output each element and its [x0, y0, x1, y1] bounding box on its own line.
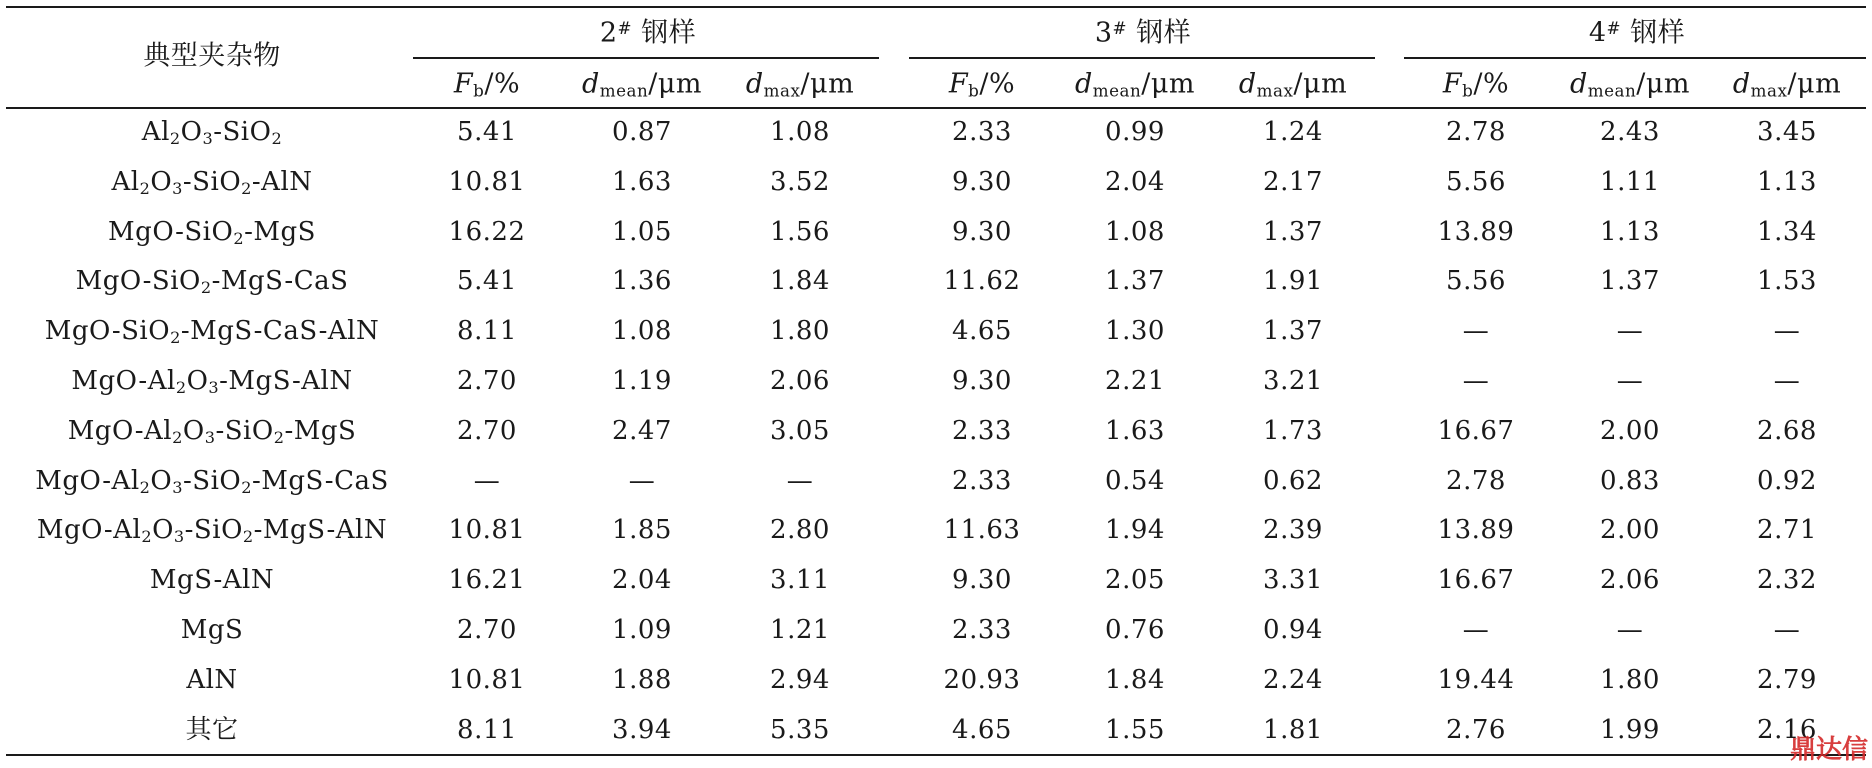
formula-part: O [179, 266, 201, 297]
group-suffix: 钢样 [1621, 17, 1686, 49]
table-cell: 1.56 [770, 216, 830, 247]
table-cell: 5.56 [1446, 166, 1506, 197]
table-cell: 1.37 [1600, 266, 1660, 297]
subcol-unit: /% [979, 68, 1016, 100]
table-cell: 3.52 [770, 166, 830, 197]
table-cell: 8.11 [457, 316, 517, 347]
group-mark: # [1112, 17, 1128, 38]
formula-subscript: 2 [271, 129, 283, 149]
table-cell: 16.67 [1437, 415, 1515, 446]
formula-part: -Si [213, 117, 250, 147]
inclusion-name [75, 266, 349, 298]
subcol-symbol: d [745, 68, 764, 100]
group-number: 4 [1588, 17, 1607, 49]
formula-part: 其它 [185, 714, 239, 745]
inclusion-name [181, 617, 244, 643]
table-cell: 2.76 [1446, 714, 1506, 745]
table-cell: — [1773, 615, 1801, 645]
subcol-header-mean [581, 68, 703, 101]
subcol-unit: /% [484, 68, 521, 100]
formula-subscript: 2 [242, 527, 254, 547]
table-cell: 2.70 [457, 415, 517, 446]
table-cell: 0.87 [612, 117, 672, 147]
table-cell: 2.70 [457, 615, 517, 645]
inclusion-name [111, 166, 313, 198]
formula-part: O [221, 515, 243, 546]
table-cell: 16.22 [448, 216, 526, 247]
subcol-subscript: b [1462, 80, 1474, 101]
table-cell: — [1462, 366, 1490, 396]
table-cell: — [1773, 366, 1801, 396]
table-cell: 2.33 [952, 465, 1012, 496]
table-cell: 1.11 [1600, 166, 1660, 197]
table-cell: — [1773, 316, 1801, 347]
table-cell: 5.41 [457, 266, 517, 297]
formula-subscript: 3 [172, 477, 183, 497]
table-cell: 1.84 [1105, 664, 1165, 695]
formula-subscript: 2 [139, 178, 151, 198]
table-cell: 0.99 [1105, 117, 1165, 147]
table-cell: 8.11 [457, 714, 517, 745]
formula-part: O [219, 465, 242, 496]
formula-subscript: 3 [208, 378, 220, 398]
subcol-unit: /μm [1293, 68, 1348, 100]
formula-part: MgO-Si [75, 266, 180, 297]
group-underline-4 [1404, 57, 1866, 59]
subcol-header-b [453, 68, 521, 101]
formula-part: O [148, 316, 171, 347]
table-cell: 0.54 [1105, 465, 1165, 496]
formula-subscript: 3 [172, 178, 183, 198]
formula-subscript: 3 [204, 427, 216, 447]
subcol-symbol: d [1569, 68, 1588, 100]
table-cell: 10.81 [448, 664, 526, 695]
subcol-header-mean [1074, 68, 1196, 101]
formula-part: -AlN [251, 166, 313, 197]
table-cell: 2.32 [1757, 565, 1817, 596]
table-cell: 2.94 [770, 664, 830, 695]
formula-part: MgO-Al [67, 415, 173, 446]
table-cell: 2.79 [1757, 664, 1817, 695]
table-cell: 0.92 [1757, 465, 1817, 496]
table-cell: 3.11 [770, 565, 830, 596]
table-cell: 1.19 [612, 366, 672, 396]
table-cell: 16.21 [448, 565, 526, 596]
formula-part: -Si [182, 166, 220, 197]
group-mark: # [617, 17, 633, 38]
group-mark: # [1606, 17, 1622, 38]
subcol-header-max [1732, 68, 1842, 101]
inclusion-name [35, 465, 389, 497]
table-cell: 0.76 [1105, 615, 1165, 645]
table-cell: 2.43 [1600, 117, 1660, 147]
formula-subscript: 2 [170, 328, 181, 348]
formula-part: MgO-Al [35, 465, 140, 496]
formula-part: -MgS-AlN [219, 366, 353, 396]
formula-part: O [150, 166, 173, 197]
formula-part: O [182, 415, 205, 446]
table-cell: 2.47 [612, 415, 672, 446]
table-cell: — [1462, 316, 1490, 347]
subcol-symbol: F [1442, 68, 1463, 100]
table-cell: 1.88 [612, 664, 672, 695]
formula-part: -Si [184, 515, 222, 546]
table-cell: 1.30 [1105, 316, 1165, 347]
group-number: 3 [1094, 17, 1113, 49]
subcol-symbol: d [1238, 68, 1257, 100]
table-cell: 9.30 [952, 565, 1012, 596]
table-cell: 3.45 [1757, 117, 1817, 147]
group-suffix: 钢样 [1127, 17, 1192, 49]
table-cell: 20.93 [943, 664, 1021, 695]
formula-part: O [211, 216, 234, 247]
formula-part: O [251, 415, 274, 446]
formula-subscript: 3 [202, 129, 214, 149]
table-cell: 2.80 [770, 515, 830, 546]
table-cell: 1.13 [1757, 166, 1817, 197]
subcol-unit: /μm [648, 68, 703, 100]
subcol-subscript: mean [599, 80, 649, 101]
subcol-subscript: b [968, 80, 980, 101]
table-cell: 1.63 [612, 166, 672, 197]
group-header-4 [1588, 17, 1686, 49]
table-cell: 2.78 [1446, 465, 1506, 496]
table-cell: 2.00 [1600, 515, 1660, 546]
subcol-symbol: F [948, 68, 969, 100]
table-cell: 1.08 [770, 117, 830, 147]
subcol-header-mean [1569, 68, 1691, 101]
header-rule [6, 107, 1866, 109]
subcol-symbol: F [453, 68, 474, 100]
table-cell: 1.81 [1263, 714, 1323, 745]
table-cell: — [786, 465, 814, 496]
table-cell: 2.05 [1105, 565, 1165, 596]
table-cell: 1.94 [1105, 515, 1165, 546]
subcol-header-b [1442, 68, 1510, 101]
table-cell: 2.78 [1446, 117, 1506, 147]
table-cell: 3.31 [1263, 565, 1323, 596]
formula-part: -Si [215, 415, 252, 446]
table-cell: 2.16 [1757, 714, 1817, 745]
subcol-unit: /μm [800, 68, 855, 100]
formula-part: -MgS-CaS [211, 266, 349, 297]
inclusion-name [71, 366, 353, 398]
table-cell: 2.68 [1757, 415, 1817, 446]
table-cell: 1.53 [1757, 266, 1817, 297]
table-cell: 5.56 [1446, 266, 1506, 297]
inclusion-name [186, 664, 238, 695]
table-cell: 1.99 [1600, 714, 1660, 745]
table-cell: 2.33 [952, 415, 1012, 446]
subcol-symbol: d [581, 68, 600, 100]
subcol-header-max [1238, 68, 1348, 101]
table-cell: 2.00 [1600, 415, 1660, 446]
formula-subscript: 2 [233, 228, 245, 248]
formula-subscript: 2 [141, 527, 153, 547]
table-cell: 2.04 [612, 565, 672, 596]
formula-part: O [150, 465, 173, 496]
subcol-header-b [948, 68, 1016, 101]
formula-part: MgO-Si [108, 216, 212, 247]
bottom-rule [6, 754, 1866, 756]
top-rule [6, 6, 1866, 8]
table-cell: 1.80 [770, 316, 830, 347]
table-cell: 1.08 [1105, 216, 1165, 247]
table-cell: 1.80 [1600, 664, 1660, 695]
formula-subscript: 2 [175, 378, 187, 398]
inclusion-name [185, 714, 239, 745]
formula-part: O [249, 117, 272, 147]
table-cell: 1.13 [1600, 216, 1660, 247]
inclusion-name [108, 216, 316, 248]
table-cell: 2.39 [1263, 515, 1323, 546]
formula-part: MgS [180, 615, 244, 645]
table-cell: 1.85 [612, 515, 672, 546]
formula-part: Al [111, 166, 140, 197]
formula-part: MgO-Al [71, 366, 176, 396]
table-cell: 2.70 [457, 366, 517, 396]
watermark-logo: 鼎达信 [1789, 735, 1868, 765]
formula-subscript: 2 [200, 278, 212, 298]
formula-part: -MgS [284, 415, 357, 446]
table-cell: 1.08 [612, 316, 672, 347]
table-cell: 0.83 [1600, 465, 1660, 496]
table-cell: 1.37 [1105, 266, 1165, 297]
subcol-subscript: max [1750, 80, 1788, 101]
table-cell: — [473, 465, 501, 496]
table-cell: 1.55 [1105, 714, 1165, 745]
table-cell: 2.06 [770, 366, 830, 396]
inclusion-name [149, 565, 275, 596]
table-cell: 4.65 [952, 316, 1012, 347]
table-cell: — [1462, 615, 1490, 645]
formula-subscript: 2 [169, 129, 181, 149]
table-cell: — [1616, 316, 1644, 347]
subcol-unit: /μm [1636, 68, 1691, 100]
table-cell: 2.24 [1263, 664, 1323, 695]
inclusion-name [141, 117, 283, 149]
formula-subscript: 3 [173, 527, 185, 547]
subcol-subscript: max [1256, 80, 1294, 101]
table-cell: 2.04 [1105, 166, 1165, 197]
formula-part: -MgS-CaS [251, 465, 389, 496]
subcol-symbol: d [1732, 68, 1751, 100]
formula-part: O [180, 117, 203, 147]
table-cell: 13.89 [1437, 216, 1515, 247]
table-cell: 11.62 [943, 266, 1021, 297]
table-cell: 2.33 [952, 615, 1012, 645]
inclusion-name [44, 316, 380, 348]
table-cell: 1.91 [1263, 266, 1323, 297]
table-cell: 1.09 [612, 615, 672, 645]
formula-part: -MgS-AlN [253, 515, 388, 546]
formula-part: MgO-Al [36, 515, 142, 546]
formula-part: MgO-Si [44, 316, 149, 347]
formula-subscript: 2 [172, 427, 183, 447]
table-cell: 5.41 [457, 117, 517, 147]
group-underline-3 [909, 57, 1375, 59]
group-header-3 [1094, 17, 1192, 49]
inclusion-name [67, 415, 357, 447]
table-cell: 9.30 [952, 166, 1012, 197]
formula-part: O [186, 366, 209, 396]
table-cell: 1.34 [1757, 216, 1817, 247]
subcol-unit: /% [1473, 68, 1510, 100]
table-cell: 9.30 [952, 366, 1012, 396]
subcol-subscript: b [473, 80, 485, 101]
formula-part: Al [141, 117, 170, 147]
table-cell: 2.33 [952, 117, 1012, 147]
table-cell: 5.35 [770, 714, 830, 745]
table-cell: 2.17 [1263, 166, 1323, 197]
row-header-label: 典型夹杂物 [143, 40, 281, 72]
table-cell: 1.21 [770, 615, 830, 645]
subcol-symbol: d [1074, 68, 1093, 100]
table-cell: 2.71 [1757, 515, 1817, 546]
table-cell: 2.21 [1105, 366, 1165, 396]
table-cell: 13.89 [1437, 515, 1515, 546]
formula-part: O [152, 515, 174, 546]
subcol-unit: /μm [1141, 68, 1196, 100]
table-cell: 1.05 [612, 216, 672, 247]
table-cell: 1.37 [1263, 216, 1323, 247]
subcol-unit: /μm [1787, 68, 1842, 100]
formula-part: MgS-AlN [149, 565, 275, 596]
table-cell: 1.37 [1263, 316, 1323, 347]
formula-part: -Si [182, 465, 220, 496]
formula-subscript: 2 [273, 427, 285, 447]
formula-part: -MgS [244, 216, 316, 247]
table-cell: 2.06 [1600, 565, 1660, 596]
table-cell: 10.81 [448, 166, 526, 197]
table-cell: 1.84 [770, 266, 830, 297]
group-underline-2 [413, 57, 879, 59]
formula-subscript: 2 [241, 477, 252, 497]
table-cell: 1.73 [1263, 415, 1323, 446]
table-cell: 4.65 [952, 714, 1012, 745]
table-cell: 3.05 [770, 415, 830, 446]
subcol-header-max [745, 68, 855, 101]
table-cell: 0.94 [1263, 615, 1323, 645]
table-cell: 0.62 [1263, 465, 1323, 496]
table-cell: 19.44 [1437, 664, 1515, 695]
table-cell: 1.24 [1263, 117, 1323, 147]
group-suffix: 钢样 [632, 17, 697, 49]
table-cell: 3.21 [1263, 366, 1323, 396]
formula-subscript: 2 [139, 477, 151, 497]
table-cell: — [628, 465, 656, 496]
formula-part: -MgS-CaS-AlN [180, 316, 380, 347]
subcol-subscript: max [763, 80, 801, 101]
formula-part: O [219, 166, 242, 197]
table-cell: 10.81 [448, 515, 526, 546]
group-number: 2 [599, 17, 618, 49]
table-cell: 9.30 [952, 216, 1012, 247]
table-cell: 16.67 [1437, 565, 1515, 596]
table-cell: — [1616, 615, 1644, 645]
table-cell: 11.63 [943, 515, 1021, 546]
table-cell: 3.94 [612, 714, 672, 745]
table-cell: 1.63 [1105, 415, 1165, 446]
formula-subscript: 2 [241, 178, 252, 198]
subcol-subscript: mean [1092, 80, 1142, 101]
subcol-subscript: mean [1587, 80, 1637, 101]
table-cell: — [1616, 366, 1644, 396]
inclusion-name [36, 515, 388, 547]
formula-part: AlN [186, 664, 238, 695]
table-cell: 1.36 [612, 266, 672, 297]
group-header-2 [599, 17, 697, 49]
